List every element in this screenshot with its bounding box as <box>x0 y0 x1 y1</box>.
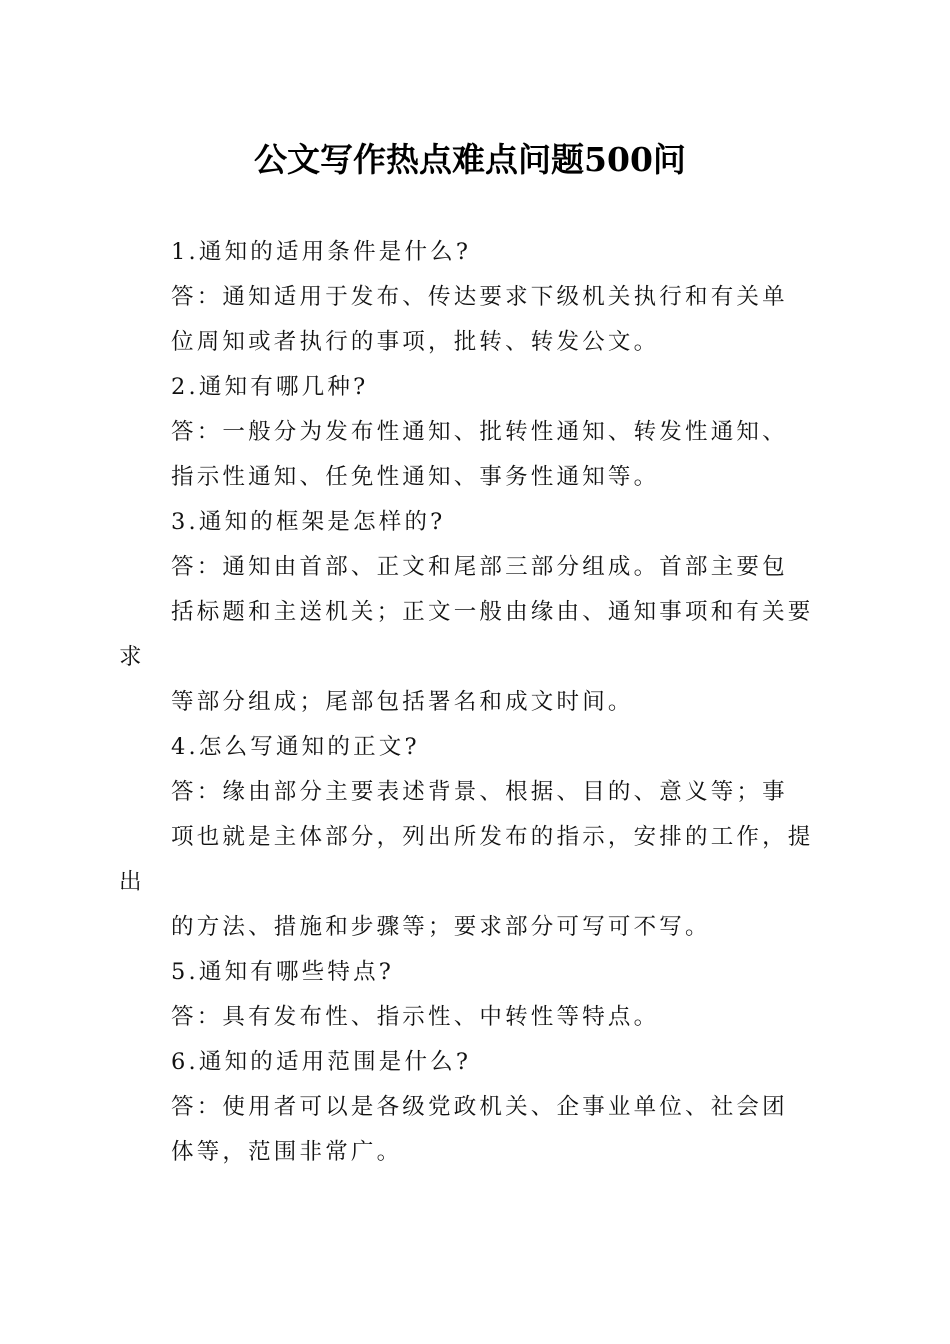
wrapped-char-line: 求 <box>119 644 145 670</box>
answer-line: 答：缘由部分主要表述背景、根据、目的、意义等；事 <box>171 779 788 805</box>
answer-line: 位周知或者执行的事项，批转、转发公文。 <box>171 329 660 355</box>
answer-line: 括标题和主送机关；正文一般由缘由、通知事项和有关要 <box>171 599 814 625</box>
question-line: 2.通知有哪几种? <box>171 374 369 400</box>
answer-line: 体等，范围非常广。 <box>171 1139 403 1165</box>
document-title: 公文写作热点难点问题500问 <box>254 140 686 179</box>
question-line: 3.通知的框架是怎样的? <box>171 509 446 535</box>
answer-line: 答：使用者可以是各级党政机关、企事业单位、社会团 <box>171 1094 788 1120</box>
question-line: 6.通知的适用范围是什么? <box>171 1049 472 1075</box>
question-line: 1.通知的适用条件是什么? <box>171 239 472 265</box>
answer-line: 答：通知适用于发布、传达要求下级机关执行和有关单 <box>171 284 788 310</box>
question-line: 4.怎么写通知的正文? <box>171 734 420 760</box>
question-line: 5.通知有哪些特点? <box>171 959 395 985</box>
answer-line: 答：一般分为发布性通知、批转性通知、转发性通知、 <box>171 419 788 445</box>
answer-line: 等部分组成；尾部包括署名和成文时间。 <box>171 689 634 715</box>
answer-line: 项也就是主体部分，列出所发布的指示，安排的工作，提 <box>171 824 814 850</box>
answer-line: 指示性通知、任免性通知、事务性通知等。 <box>171 464 660 490</box>
answer-line: 答：具有发布性、指示性、中转性等特点。 <box>171 1004 660 1030</box>
answer-line: 答：通知由首部、正文和尾部三部分组成。首部主要包 <box>171 554 788 580</box>
answer-line: 的方法、措施和步骤等；要求部分可写可不写。 <box>171 914 711 940</box>
wrapped-char-line: 出 <box>119 869 145 895</box>
